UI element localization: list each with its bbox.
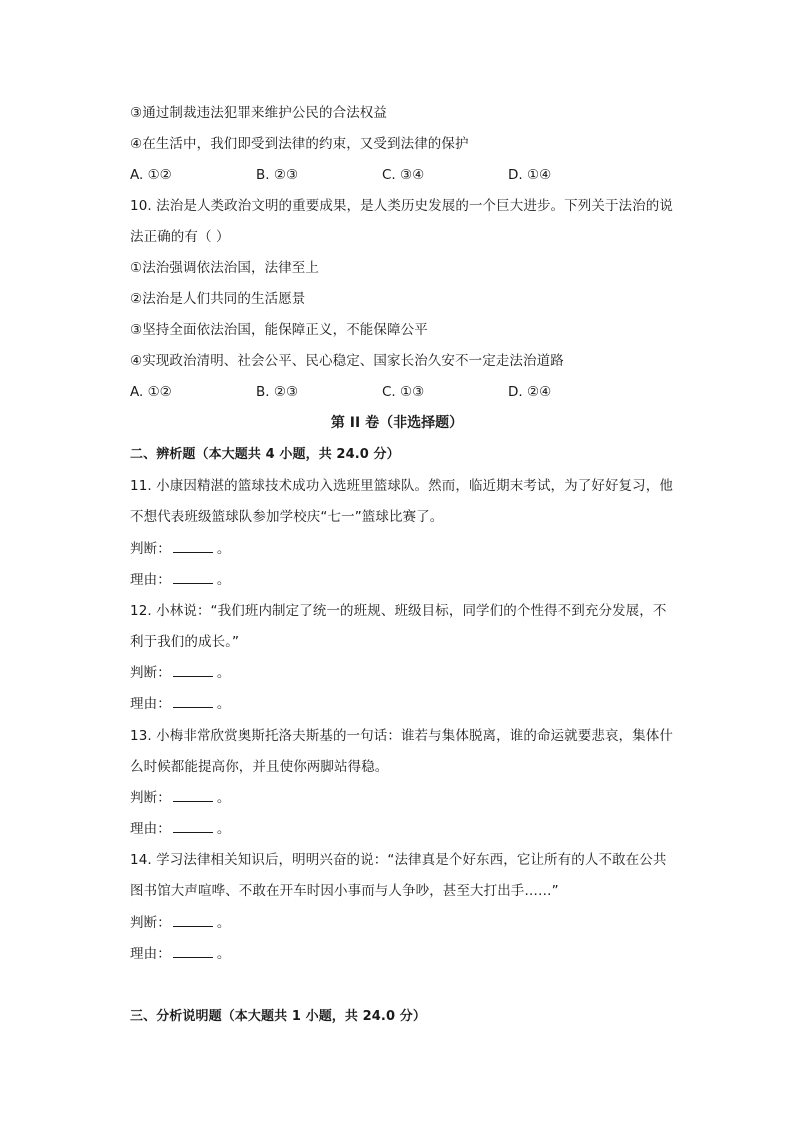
reason-label: 理由： [130,946,171,962]
q10-option-b[interactable]: B. ②③ [256,384,299,400]
section-2-heading: 二、辨析题（本大题共 4 小题，共 24.0 分） [130,447,400,462]
q9-item-3: ③通过制裁违法犯罪来维护公民的合法权益 [130,105,388,121]
q11-line-1: 11. 小康因精湛的篮球技术成功入选班里篮球队。然而，临近期末考试，为了好好复习，他 [130,478,673,494]
reason-label: 理由： [130,696,171,712]
q14-judge-row [130,914,230,932]
q11-judge-row [130,540,230,558]
reason-label: 理由： [130,572,171,588]
end-mark: 。 [216,572,231,588]
end-mark: 。 [216,665,231,681]
part-2-title: 第 II 卷（非选择题） [330,415,464,431]
q12-reason-row [130,695,230,713]
judge-label: 判断： [130,790,171,806]
q10-stem-line-2: 法正确的有（ ） [130,229,230,245]
q10-item-3: ③坚持全面依法治国，能保障正义，不能保障公平 [130,322,428,338]
q11-reason-row [130,571,230,589]
q14-reason-row [130,945,230,963]
q12-line-1: 12. 小林说：“我们班内制定了统一的班规、班级目标，同学们的个性得不到充分发展，不 [130,603,667,619]
q9-options [130,166,650,184]
q9-option-b[interactable]: B. ②③ [256,167,299,183]
judge-label: 判断： [130,915,171,931]
end-mark: 。 [216,946,231,962]
section-3-heading: 三、分析说明题（本大题共 1 小题，共 24.0 分） [130,1009,426,1024]
q10-option-c[interactable]: C. ①③ [382,384,425,400]
q9-item-4: ④在生活中，我们即受到法律的约束，又受到法律的保护 [130,136,469,152]
end-mark: 。 [216,915,231,931]
q10-stem-line-1: 10. 法治是人类政治文明的重要成果，是人类历史发展的一个巨大进步。下列关于法治的说 [130,198,673,214]
q14-reason-blank[interactable] [173,945,213,958]
q12-judge-row [130,664,230,682]
end-mark: 。 [216,821,231,837]
q14-judge-blank[interactable] [173,914,213,927]
q9-option-a[interactable]: A. ①② [130,167,172,183]
q12-reason-blank[interactable] [173,695,213,708]
q9-option-d[interactable]: D. ①④ [508,167,552,183]
q13-judge-blank[interactable] [173,789,213,802]
q11-reason-blank[interactable] [173,571,213,584]
q13-judge-row [130,789,230,807]
end-mark: 。 [216,541,231,557]
q10-option-a[interactable]: A. ①② [130,384,172,400]
q10-option-d[interactable]: D. ②④ [508,384,552,400]
q13-line-2: 么时候都能提高你，并且使你两脚站得稳。 [130,759,389,775]
q11-line-2: 不想代表班级篮球队参加学校庆“七一”篮球比赛了。 [130,509,444,525]
judge-label: 判断： [130,665,171,681]
q11-judge-blank[interactable] [173,540,213,553]
reason-label: 理由： [130,821,171,837]
q13-reason-row [130,820,230,838]
q12-judge-blank[interactable] [173,664,213,677]
q13-reason-blank[interactable] [173,820,213,833]
q12-line-2: 利于我们的成长。” [130,634,240,650]
q14-line-2: 图书馆大声喧哗、不敢在开车时因小事而与人争吵，甚至大打出手……” [130,883,559,899]
q10-item-2: ②法治是人们共同的生活愿景 [130,291,306,307]
judge-label: 判断： [130,541,171,557]
end-mark: 。 [216,696,231,712]
q14-line-1: 14. 学习法律相关知识后，明明兴奋的说：“法律真是个好东西，它让所有的人不敢在公共 [130,852,667,868]
q10-item-4: ④实现政治清明、社会公平、民心稳定、国家长治久安不一定走法治道路 [130,353,564,369]
q10-options [130,383,650,401]
q13-line-1: 13. 小梅非常欣赏奥斯托洛夫斯基的一句话：谁若与集体脱离，谁的命运就要悲哀，集体什 [130,728,673,744]
end-mark: 。 [216,790,231,806]
q10-item-1: ①法治强调依法治国，法律至上 [130,260,320,276]
q9-option-c[interactable]: C. ③④ [382,167,425,183]
